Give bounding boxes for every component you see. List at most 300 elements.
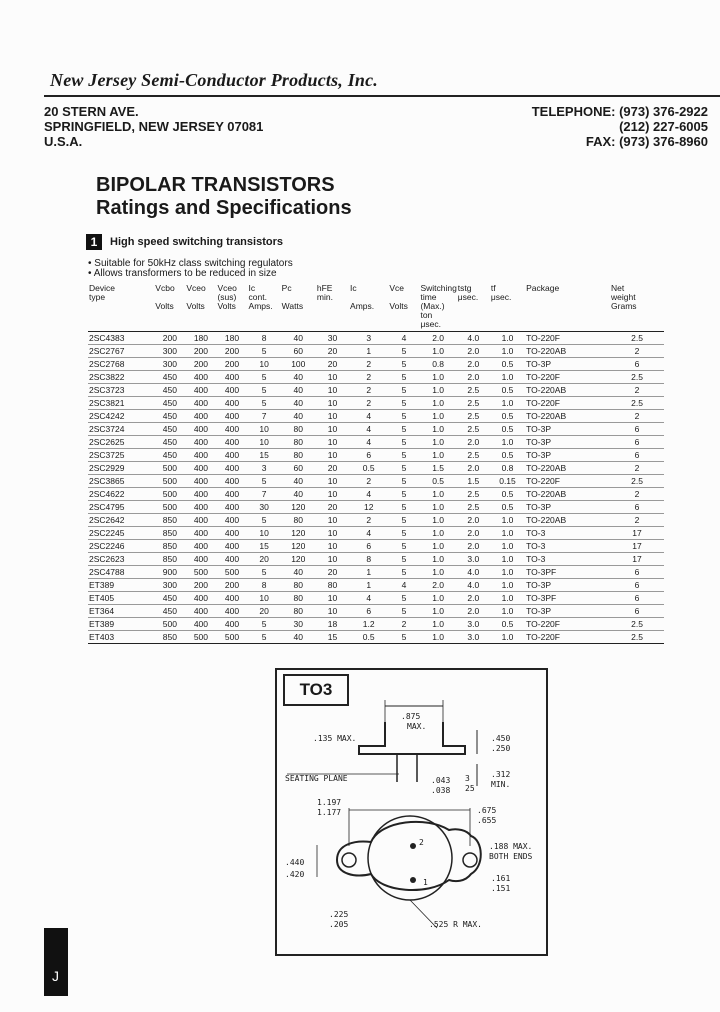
- table-cell: 2: [388, 618, 419, 631]
- table-cell: 500: [216, 566, 247, 579]
- table-cell: 5: [248, 514, 281, 527]
- table-cell: TO-220AB: [525, 514, 610, 527]
- table-cell: 5: [388, 631, 419, 644]
- table-cell: 1.0: [490, 540, 525, 553]
- table-cell: 1: [349, 579, 388, 592]
- table-cell: 10: [248, 358, 281, 371]
- table-cell: 17: [610, 527, 664, 540]
- table-cell: 1.0: [490, 345, 525, 358]
- table-cell: 900: [154, 566, 185, 579]
- pin-label: 2: [419, 838, 424, 847]
- bullet-item: • Allows transformers to be reduced in size: [88, 268, 277, 279]
- dim-hole2: .655: [477, 816, 497, 825]
- table-cell: TO-220AB: [525, 345, 610, 358]
- table-row: [88, 410, 664, 423]
- table-cell: 2.5: [610, 371, 664, 384]
- table-cell: 0.5: [490, 384, 525, 397]
- table-cell: 7: [248, 410, 281, 423]
- table-cell: 4.0: [457, 566, 490, 579]
- dim-span2: 1.177: [317, 808, 342, 817]
- table-cell: 5: [388, 345, 419, 358]
- table-cell: 500: [154, 488, 185, 501]
- page-title: BIPOLAR TRANSISTORS: [96, 174, 335, 196]
- table-cell: 4: [349, 592, 388, 605]
- table-cell: 80: [281, 579, 316, 592]
- table-cell: 8: [248, 579, 281, 592]
- dim-side1: .440: [285, 858, 305, 867]
- table-row: [88, 397, 664, 410]
- table-cell: 400: [185, 592, 216, 605]
- dim-side2: .420: [285, 870, 305, 879]
- table-row: [88, 540, 664, 553]
- table-cell: 0.5: [490, 410, 525, 423]
- table-cell: 10: [316, 488, 349, 501]
- table-cell: 3: [349, 332, 388, 345]
- dim-hole1: .675: [477, 806, 497, 815]
- table-cell: 2.5: [457, 488, 490, 501]
- table-cell: TO-3: [525, 553, 610, 566]
- dim-pin2: .038: [431, 786, 451, 795]
- table-cell: 5: [388, 410, 419, 423]
- table-cell: 20: [316, 358, 349, 371]
- table-cell: 30: [316, 332, 349, 345]
- table-cell: 400: [216, 514, 247, 527]
- table-cell: TO-3P: [525, 436, 610, 449]
- table-cell: 40: [281, 332, 316, 345]
- table-cell: 6: [610, 423, 664, 436]
- column-header: Vceo (sus) Volts: [216, 282, 247, 332]
- address-line: U.S.A.: [44, 134, 83, 149]
- can-outline: [368, 816, 452, 900]
- table-cell: 1.0: [419, 384, 456, 397]
- table-cell: 2.0: [457, 358, 490, 371]
- table-cell: 200: [216, 358, 247, 371]
- device-type-cell: 2SC4788: [88, 566, 154, 579]
- table-cell: 400: [216, 436, 247, 449]
- table-cell: TO-3P: [525, 579, 610, 592]
- table-cell: 1.0: [419, 605, 456, 618]
- table-cell: 10: [316, 514, 349, 527]
- table-cell: 2.5: [457, 501, 490, 514]
- table-cell: 10: [316, 475, 349, 488]
- table-cell: 5: [388, 371, 419, 384]
- table-cell: 0.15: [490, 475, 525, 488]
- table-cell: 2: [349, 384, 388, 397]
- table-cell: 1.0: [490, 553, 525, 566]
- device-type-cell: 2SC3724: [88, 423, 154, 436]
- table-cell: 2.5: [610, 618, 664, 631]
- table-cell: 400: [185, 618, 216, 631]
- device-type-cell: 2SC3725: [88, 449, 154, 462]
- table-cell: 180: [185, 332, 216, 345]
- table-cell: 0.5: [490, 488, 525, 501]
- dim-r2: .151: [491, 884, 511, 893]
- table-cell: 450: [154, 384, 185, 397]
- device-type-cell: ET405: [88, 592, 154, 605]
- device-type-cell: 2SC2623: [88, 553, 154, 566]
- table-cell: 1.0: [490, 527, 525, 540]
- table-cell: 5: [248, 345, 281, 358]
- table-cell: TO-220AB: [525, 384, 610, 397]
- table-cell: 80: [316, 579, 349, 592]
- table-cell: 2.0: [457, 540, 490, 553]
- column-header: hFE min.: [316, 282, 349, 332]
- table-cell: 2.0: [457, 514, 490, 527]
- table-cell: 40: [281, 475, 316, 488]
- table-row: [88, 631, 664, 644]
- table-cell: 450: [154, 592, 185, 605]
- table-cell: 5: [388, 540, 419, 553]
- table-cell: 5: [248, 566, 281, 579]
- table-cell: 15: [316, 631, 349, 644]
- table-cell: 1.0: [419, 410, 456, 423]
- table-row: [88, 605, 664, 618]
- table-cell: 6: [610, 501, 664, 514]
- table-cell: 400: [216, 540, 247, 553]
- table-cell: 80: [281, 592, 316, 605]
- table-cell: 2.0: [457, 462, 490, 475]
- address-block: [44, 104, 263, 149]
- table-cell: 5: [388, 384, 419, 397]
- table-cell: 2: [349, 514, 388, 527]
- table-cell: 7: [248, 488, 281, 501]
- table-cell: 10: [316, 410, 349, 423]
- table-row: [88, 358, 664, 371]
- device-type-cell: ET389: [88, 618, 154, 631]
- table-cell: 0.5: [349, 631, 388, 644]
- table-cell: 400: [216, 449, 247, 462]
- table-cell: 20: [316, 501, 349, 514]
- table-row: [88, 475, 664, 488]
- table-row: [88, 501, 664, 514]
- table-cell: 60: [281, 345, 316, 358]
- table-cell: 400: [216, 488, 247, 501]
- table-cell: 500: [185, 566, 216, 579]
- seating-plane-label: SEATING PLANE: [285, 774, 348, 783]
- column-header: Device type: [88, 282, 154, 332]
- table-cell: 400: [185, 449, 216, 462]
- table-cell: 4: [388, 579, 419, 592]
- device-type-cell: 2SC3822: [88, 371, 154, 384]
- table-cell: 20: [316, 345, 349, 358]
- table-row: [88, 345, 664, 358]
- table-cell: 400: [216, 553, 247, 566]
- table-cell: 500: [154, 618, 185, 631]
- table-cell: 4: [349, 436, 388, 449]
- table-row: [88, 527, 664, 540]
- bullet-item: • Suitable for 50kHz class switching regulators: [88, 258, 293, 269]
- device-type-cell: 2SC4622: [88, 488, 154, 501]
- table-cell: 10: [248, 423, 281, 436]
- table-cell: 1.2: [349, 618, 388, 631]
- table-cell: 1.0: [419, 501, 456, 514]
- table-cell: 10: [316, 397, 349, 410]
- table-cell: 15: [248, 449, 281, 462]
- table-cell: 400: [185, 553, 216, 566]
- table-cell: 450: [154, 410, 185, 423]
- table-cell: 20: [248, 605, 281, 618]
- table-cell: 1.0: [419, 449, 456, 462]
- corner-mark-letter: J: [52, 968, 59, 984]
- dim-r1: .161: [491, 874, 511, 883]
- table-cell: 0.5: [490, 449, 525, 462]
- table-cell: 2.5: [457, 397, 490, 410]
- table-cell: 200: [185, 345, 216, 358]
- table-cell: 80: [281, 423, 316, 436]
- column-header: Net weight Grams: [610, 282, 664, 332]
- table-cell: 10: [248, 436, 281, 449]
- table-cell: 1: [349, 566, 388, 579]
- table-row: [88, 553, 664, 566]
- column-header: tf μsec.: [490, 282, 525, 332]
- table-cell: 400: [185, 462, 216, 475]
- table-cell: 850: [154, 514, 185, 527]
- table-cell: 8: [248, 332, 281, 345]
- table-row: [88, 462, 664, 475]
- table-cell: TO-3P: [525, 449, 610, 462]
- dim-mount: .188 MAX.: [489, 842, 533, 851]
- table-cell: 40: [281, 410, 316, 423]
- table-cell: 400: [185, 605, 216, 618]
- device-type-cell: 2SC2246: [88, 540, 154, 553]
- table-cell: 3.0: [457, 553, 490, 566]
- table-cell: 120: [281, 540, 316, 553]
- table-cell: 4: [349, 423, 388, 436]
- table-cell: 400: [185, 371, 216, 384]
- table-cell: 120: [281, 553, 316, 566]
- telephone-line: TELEPHONE: (973) 376-2922: [531, 104, 708, 119]
- table-cell: 30: [248, 501, 281, 514]
- column-header: Ic cont. Amps.: [248, 282, 281, 332]
- column-header: Switching time (Max.) ton μsec.: [419, 282, 456, 332]
- device-type-cell: 2SC2625: [88, 436, 154, 449]
- table-cell: 2.5: [610, 332, 664, 345]
- table-cell: 1.0: [419, 592, 456, 605]
- device-type-cell: 2SC4795: [88, 501, 154, 514]
- table-cell: 4: [388, 332, 419, 345]
- table-cell: 80: [281, 605, 316, 618]
- table-cell: 0.5: [349, 462, 388, 475]
- dim-lead2: MIN.: [491, 780, 511, 789]
- table-cell: TO-220F: [525, 371, 610, 384]
- table-cell: 20: [316, 462, 349, 475]
- table-cell: 5: [248, 397, 281, 410]
- table-cell: 2: [610, 488, 664, 501]
- table-cell: 400: [216, 592, 247, 605]
- table-cell: 80: [281, 514, 316, 527]
- table-cell: 120: [281, 527, 316, 540]
- table-cell: 5: [388, 605, 419, 618]
- table-cell: 10: [316, 592, 349, 605]
- table-cell: 2.5: [610, 631, 664, 644]
- column-header: Package: [525, 282, 610, 332]
- table-cell: TO-3: [525, 540, 610, 553]
- column-header: tstg μsec.: [457, 282, 490, 332]
- device-type-cell: 2SC4383: [88, 332, 154, 345]
- mounting-hole: [463, 853, 477, 867]
- table-cell: 3.0: [457, 618, 490, 631]
- table-cell: TO-220F: [525, 475, 610, 488]
- table-cell: 2.0: [457, 527, 490, 540]
- table-cell: 450: [154, 371, 185, 384]
- table-cell: 80: [281, 449, 316, 462]
- table-cell: 10: [316, 436, 349, 449]
- table-cell: 2: [610, 410, 664, 423]
- table-cell: 10: [316, 540, 349, 553]
- small-label: 25: [465, 784, 475, 793]
- table-cell: 20: [316, 566, 349, 579]
- table-cell: 2.0: [457, 436, 490, 449]
- table-cell: 2: [349, 371, 388, 384]
- table-cell: TO-220F: [525, 618, 610, 631]
- table-cell: 1.0: [419, 618, 456, 631]
- table-cell: 850: [154, 631, 185, 644]
- table-cell: TO-220F: [525, 397, 610, 410]
- table-row: [88, 514, 664, 527]
- table-cell: TO-220F: [525, 631, 610, 644]
- section-number: 1: [86, 234, 102, 250]
- dim-width-max: MAX.: [407, 722, 427, 731]
- table-row: [88, 579, 664, 592]
- table-cell: 5: [248, 618, 281, 631]
- table-cell: 300: [154, 345, 185, 358]
- table-cell: 5: [388, 514, 419, 527]
- table-cell: 1.0: [419, 423, 456, 436]
- table-cell: 1.0: [419, 488, 456, 501]
- both-ends-label: BOTH ENDS: [489, 852, 533, 861]
- table-cell: 6: [349, 605, 388, 618]
- table-cell: 1: [349, 345, 388, 358]
- table-cell: 2.5: [457, 423, 490, 436]
- table-cell: 80: [281, 436, 316, 449]
- table-cell: 1.0: [490, 436, 525, 449]
- table-row: [88, 332, 664, 345]
- table-cell: 5: [388, 553, 419, 566]
- table-cell: 1.5: [457, 475, 490, 488]
- table-cell: 5: [388, 436, 419, 449]
- table-cell: 450: [154, 436, 185, 449]
- table-row: [88, 449, 664, 462]
- table-cell: 2.5: [457, 384, 490, 397]
- table-cell: 40: [281, 384, 316, 397]
- table-cell: 10: [316, 384, 349, 397]
- table-cell: 6: [610, 358, 664, 371]
- table-cell: 400: [216, 371, 247, 384]
- table-cell: 40: [281, 631, 316, 644]
- address-line: SPRINGFIELD, NEW JERSEY 07081: [44, 119, 264, 134]
- column-header: Vce Volts: [388, 282, 419, 332]
- table-cell: 2: [610, 345, 664, 358]
- table-cell: 500: [154, 462, 185, 475]
- device-type-cell: 2SC2642: [88, 514, 154, 527]
- table-cell: 200: [216, 579, 247, 592]
- table-cell: 400: [216, 605, 247, 618]
- table-cell: 400: [216, 384, 247, 397]
- table-header-row: [88, 282, 664, 332]
- table-cell: 0.5: [490, 423, 525, 436]
- table-cell: 400: [185, 488, 216, 501]
- table-cell: 450: [154, 423, 185, 436]
- table-cell: 1.0: [419, 514, 456, 527]
- table-cell: 400: [216, 462, 247, 475]
- table-cell: 2: [610, 462, 664, 475]
- table-cell: 200: [216, 345, 247, 358]
- table-cell: 1.0: [419, 540, 456, 553]
- dim-lead1: .312: [491, 770, 511, 779]
- table-cell: 100: [281, 358, 316, 371]
- table-cell: 5: [388, 501, 419, 514]
- table-cell: 400: [216, 501, 247, 514]
- table-cell: 1.5: [419, 462, 456, 475]
- table-cell: 400: [216, 618, 247, 631]
- table-cell: 30: [281, 618, 316, 631]
- table-row: [88, 592, 664, 605]
- table-cell: TO-3P: [525, 605, 610, 618]
- table-row: [88, 384, 664, 397]
- table-cell: 400: [185, 397, 216, 410]
- table-cell: 400: [185, 540, 216, 553]
- column-header: Vceo Volts: [185, 282, 216, 332]
- table-cell: 5: [388, 462, 419, 475]
- table-cell: 400: [185, 501, 216, 514]
- table-cell: 1.0: [490, 397, 525, 410]
- table-cell: TO-3P: [525, 501, 610, 514]
- table-cell: 1.0: [419, 436, 456, 449]
- table-cell: 6: [610, 436, 664, 449]
- table-cell: 2.0: [419, 332, 456, 345]
- table-cell: 1.0: [490, 579, 525, 592]
- device-type-cell: 2SC4242: [88, 410, 154, 423]
- table-cell: 400: [185, 410, 216, 423]
- table-cell: TO-220AB: [525, 488, 610, 501]
- small-label: 3: [465, 774, 470, 783]
- table-cell: 1.0: [490, 566, 525, 579]
- table-cell: 17: [610, 540, 664, 553]
- pin-label: 1: [423, 878, 428, 887]
- dim-tab: .135 MAX.: [313, 734, 357, 743]
- table-cell: 850: [154, 553, 185, 566]
- table-cell: 450: [154, 605, 185, 618]
- table-cell: 400: [216, 423, 247, 436]
- table-cell: 200: [185, 579, 216, 592]
- table-cell: 1.0: [419, 527, 456, 540]
- table-cell: 300: [154, 358, 185, 371]
- pin: [410, 877, 416, 883]
- table-cell: 10: [316, 449, 349, 462]
- feature-bullets: [88, 259, 293, 279]
- table-cell: 6: [610, 566, 664, 579]
- table-cell: 1.0: [419, 631, 456, 644]
- table-cell: 2: [610, 514, 664, 527]
- table-cell: 10: [316, 553, 349, 566]
- table-cell: 400: [216, 410, 247, 423]
- table-cell: 1.0: [419, 553, 456, 566]
- table-cell: 2.0: [457, 605, 490, 618]
- table-cell: 5: [388, 397, 419, 410]
- device-type-cell: ET389: [88, 579, 154, 592]
- table-cell: 18: [316, 618, 349, 631]
- table-cell: 10: [316, 527, 349, 540]
- fax-line: FAX: (973) 376-8960: [585, 134, 708, 149]
- table-cell: 400: [185, 436, 216, 449]
- table-cell: 300: [154, 579, 185, 592]
- table-cell: TO-3PF: [525, 566, 610, 579]
- table-cell: TO-220F: [525, 332, 610, 345]
- table-cell: 2.0: [419, 579, 456, 592]
- table-cell: 120: [281, 501, 316, 514]
- table-cell: 1.0: [419, 397, 456, 410]
- dim-radius: .525 R MAX.: [429, 920, 482, 929]
